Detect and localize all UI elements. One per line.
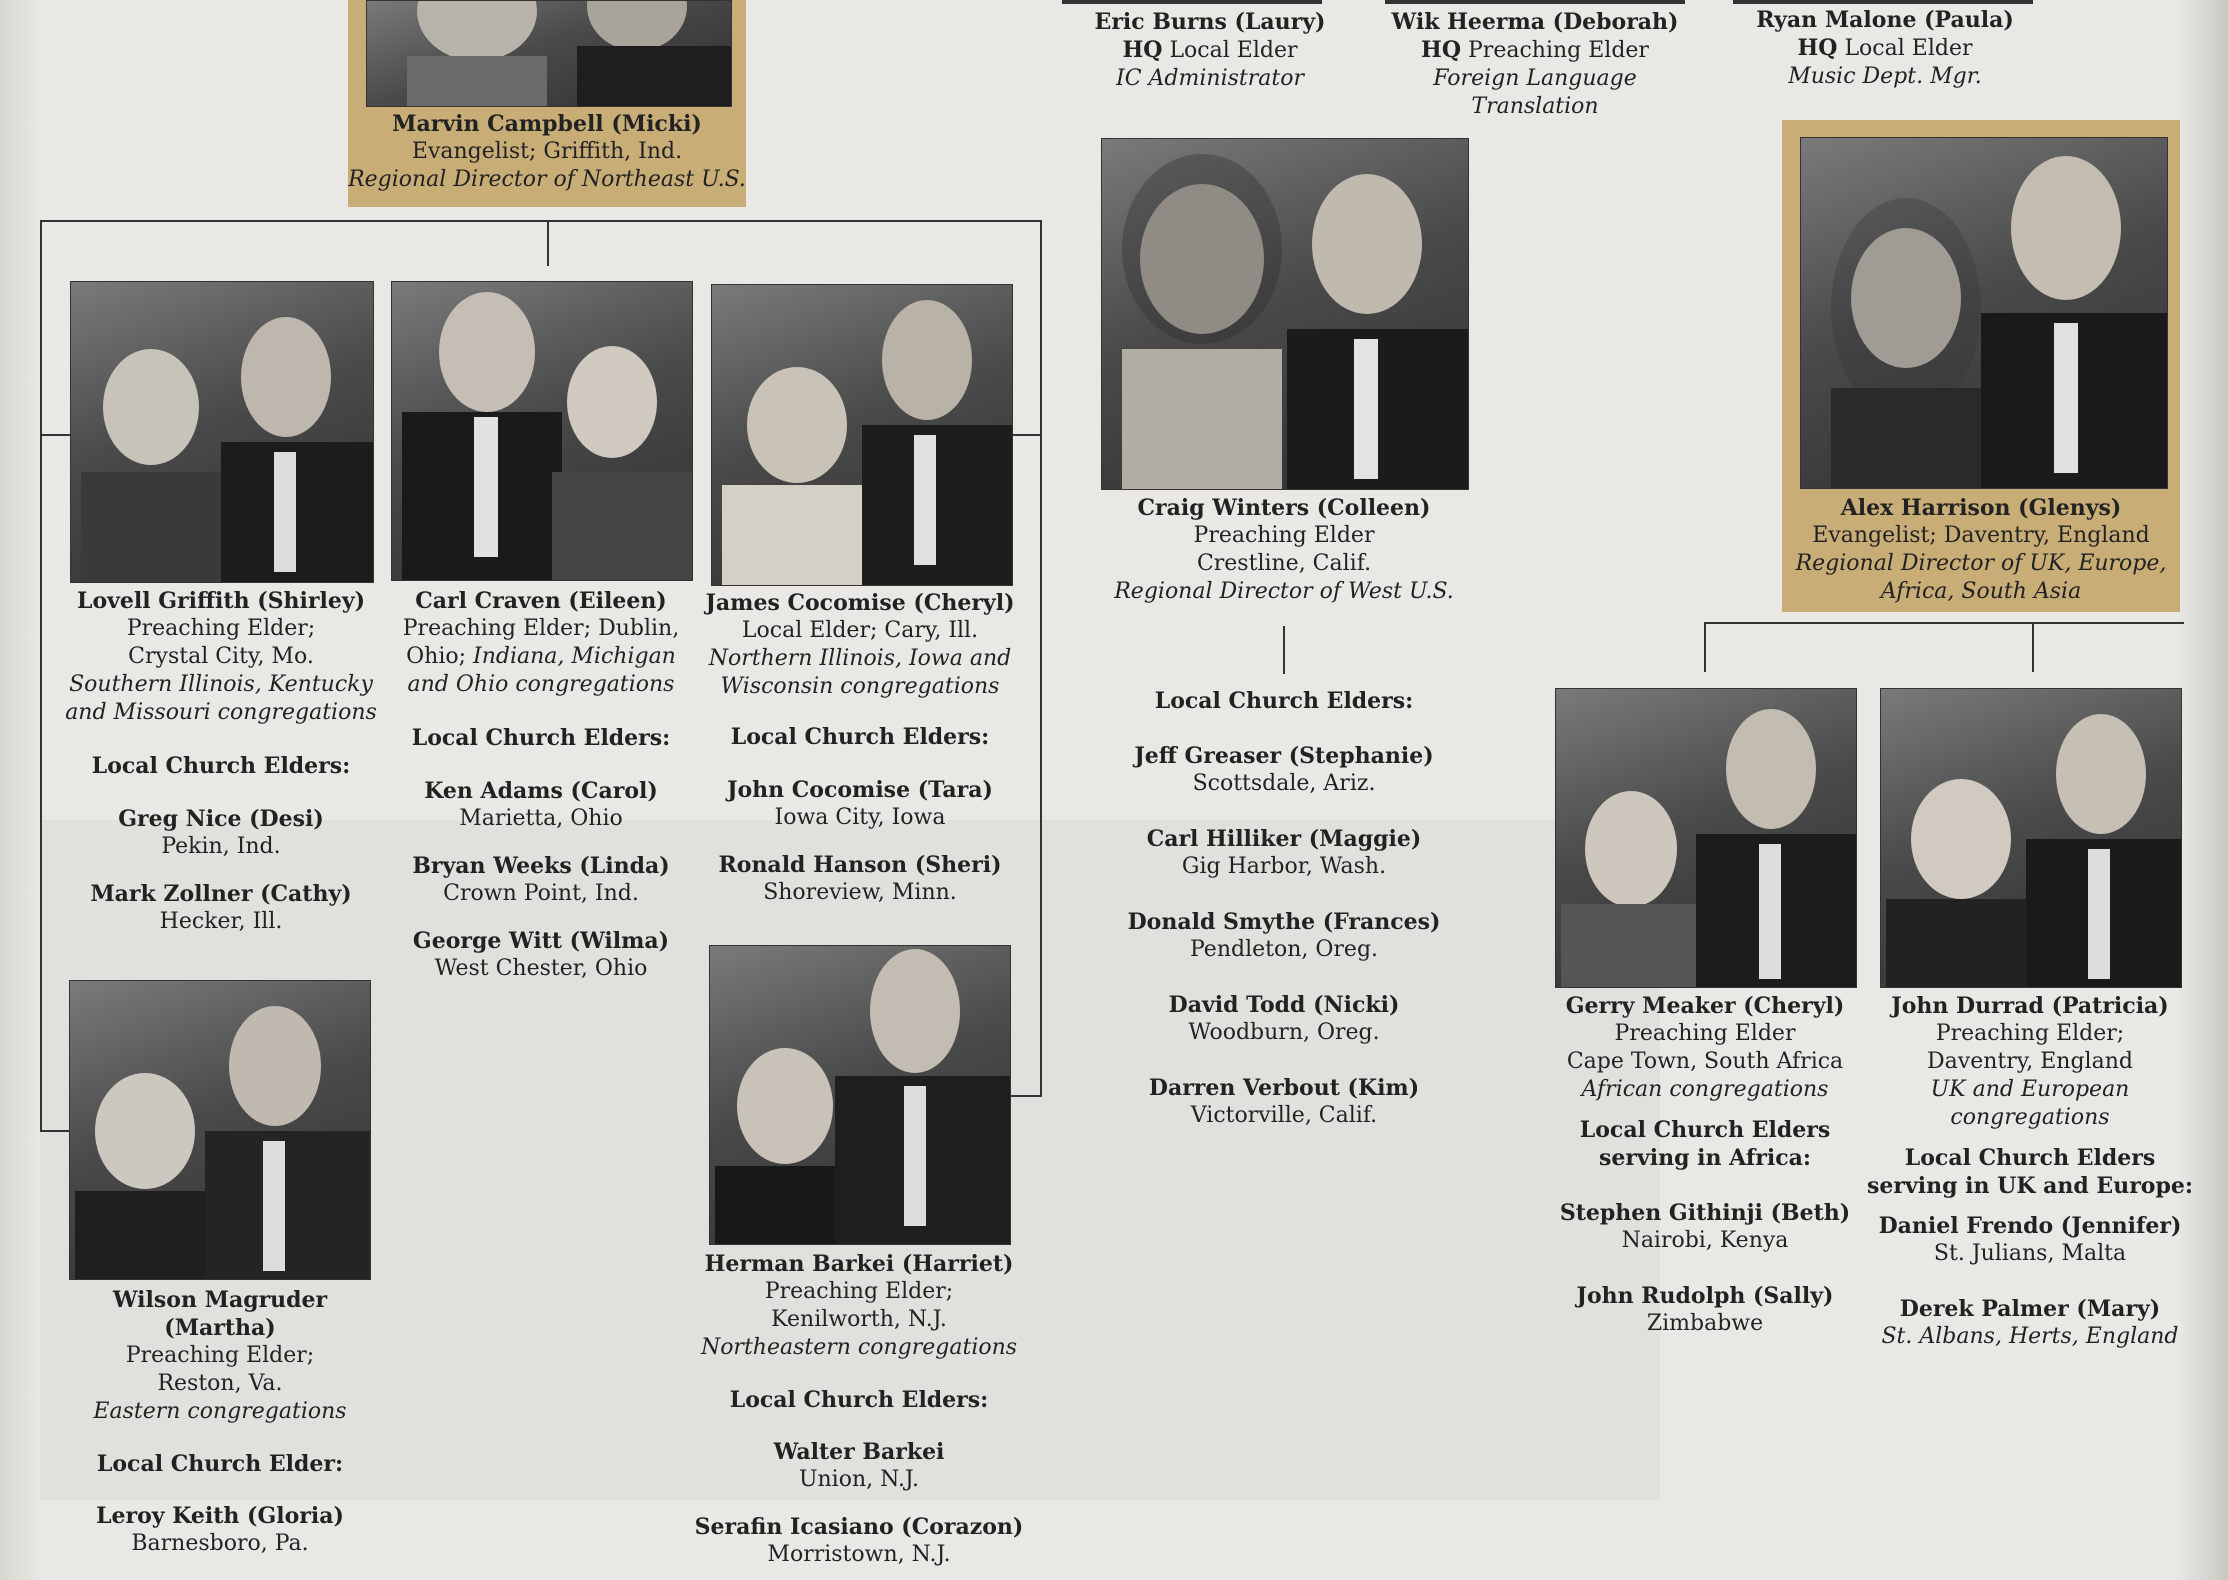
magruder-photo bbox=[69, 980, 371, 1280]
elder-entry bbox=[60, 805, 382, 861]
elder-place: Crown Point, Ind. bbox=[443, 881, 639, 906]
person-name: James Cocomise (Cheryl) bbox=[705, 590, 1015, 616]
winters-caption bbox=[1090, 494, 1478, 606]
person-location-region: Ohio; Indiana, Michigan bbox=[406, 644, 676, 669]
person-region: and Ohio congregations bbox=[407, 672, 675, 697]
elder-name: Jeff Greaser (Stephanie) bbox=[1134, 743, 1434, 769]
elder-entry bbox=[1090, 908, 1478, 964]
person-region: UK and European bbox=[1930, 1077, 2130, 1102]
elder-entry bbox=[1540, 1282, 1870, 1338]
person-region: Southern Illinois, Kentucky bbox=[69, 672, 373, 697]
top-photo-edge-malone bbox=[1733, 0, 2033, 4]
elder-place: Pekin, Ind. bbox=[161, 834, 281, 859]
elder-place: Woodburn, Oreg. bbox=[1188, 1020, 1380, 1045]
person-region: Regional Director of Northeast U.S. bbox=[348, 167, 746, 192]
cocomise-caption bbox=[695, 589, 1025, 907]
person-name: Eric Burns (Laury) bbox=[1094, 9, 1326, 35]
elder-name: Donald Smythe (Frances) bbox=[1127, 909, 1441, 935]
person-region: congregations bbox=[1950, 1105, 2110, 1130]
malone-caption bbox=[1740, 6, 2030, 91]
elders-header: Local Church Elders: bbox=[1154, 688, 1414, 714]
elder-place: Zimbabwe bbox=[1646, 1311, 1764, 1336]
elder-place: Marietta, Ohio bbox=[459, 806, 623, 831]
barkei-photo bbox=[709, 945, 1011, 1245]
craven-photo bbox=[391, 281, 693, 581]
connector-northeast-left bbox=[40, 220, 42, 1132]
person-region: African congregations bbox=[1581, 1077, 1829, 1102]
person-region: Music Dept. Mgr. bbox=[1788, 64, 1982, 89]
elders-header: Local Church Elders: bbox=[729, 1387, 989, 1413]
harrison-caption bbox=[1782, 494, 2180, 606]
harrison-photo bbox=[1800, 137, 2168, 489]
person-location: Crestline, Calif. bbox=[1196, 551, 1372, 576]
elder-name: Darren Verbout (Kim) bbox=[1148, 1075, 1420, 1101]
elder-name: Ken Adams (Carol) bbox=[424, 778, 658, 804]
winters-photo bbox=[1101, 138, 1469, 490]
craven-caption bbox=[376, 587, 706, 983]
elder-name: George Witt (Wilma) bbox=[412, 928, 670, 954]
campbell-caption bbox=[348, 110, 746, 194]
elder-entry bbox=[1090, 825, 1478, 881]
person-role: Preaching Elder; bbox=[764, 1279, 954, 1304]
person-region: Regional Director of UK, Europe, bbox=[1795, 551, 2167, 576]
elder-place: Pendleton, Oreg. bbox=[1189, 937, 1379, 962]
person-region: Foreign Language Translation bbox=[1433, 66, 1637, 119]
person-role: Preaching Elder bbox=[1614, 1021, 1796, 1046]
connector-harrison-horizontal bbox=[1704, 622, 2184, 624]
person-region: Northern Illinois, Iowa and bbox=[708, 646, 1012, 671]
elder-entry bbox=[1090, 991, 1478, 1047]
person-region: IC Administrator bbox=[1116, 66, 1304, 91]
elder-name: Derek Palmer (Mary) bbox=[1899, 1296, 2161, 1322]
griffith-caption bbox=[60, 587, 382, 936]
elder-place: Hecker, Ill. bbox=[159, 909, 283, 934]
connector-left-tick-1 bbox=[40, 434, 70, 436]
elder-entry bbox=[695, 776, 1025, 832]
connector-right-tick-1 bbox=[1012, 434, 1042, 436]
person-role: Preaching Elder; bbox=[125, 1343, 315, 1368]
elder-entry bbox=[60, 880, 382, 936]
magruder-caption bbox=[55, 1286, 385, 1558]
connector-harrison-left-drop bbox=[1704, 622, 1706, 672]
person-location: Crystal City, Mo. bbox=[128, 644, 314, 669]
elder-place: Gig Harbor, Wash. bbox=[1181, 854, 1387, 879]
person-region: Regional Director of West U.S. bbox=[1114, 579, 1454, 604]
person-role: HQ Preaching Elder bbox=[1421, 37, 1649, 63]
connector-northeast-right bbox=[1040, 220, 1042, 1096]
elder-entry bbox=[376, 777, 706, 833]
elders-header: Local Church Elders: bbox=[730, 724, 990, 750]
connector-northeast-top bbox=[40, 220, 1042, 222]
durrad-caption bbox=[1865, 992, 2195, 1351]
elder-name: Daniel Frendo (Jennifer) bbox=[1878, 1213, 2182, 1239]
person-role: Preaching Elder; Dublin, bbox=[402, 616, 680, 641]
person-role: Local Elder; Cary, Ill. bbox=[741, 618, 979, 643]
person-location: Kenilworth, N.J. bbox=[771, 1307, 947, 1332]
elder-name: Walter Barkei bbox=[773, 1439, 945, 1465]
person-name: Lovell Griffith (Shirley) bbox=[76, 588, 366, 614]
elder-place: Union, N.J. bbox=[798, 1467, 920, 1492]
elder-name: Bryan Weeks (Linda) bbox=[412, 853, 670, 879]
elder-name: Serafin Icasiano (Corazon) bbox=[694, 1514, 1024, 1540]
elder-place: Barnesboro, Pa. bbox=[131, 1531, 309, 1556]
durrad-photo bbox=[1880, 688, 2182, 988]
winters-elders bbox=[1090, 687, 1478, 1130]
person-role: HQ Local Elder bbox=[1797, 35, 1973, 61]
elder-entry bbox=[376, 927, 706, 983]
griffith-photo bbox=[70, 281, 374, 583]
person-region: Wisconsin congregations bbox=[720, 674, 1000, 699]
elder-place: West Chester, Ohio bbox=[434, 956, 648, 981]
cocomise-photo bbox=[711, 284, 1013, 586]
elders-header: serving in UK and Europe: bbox=[1867, 1173, 2193, 1199]
person-region: Eastern congregations bbox=[93, 1399, 347, 1424]
elder-name: Leroy Keith (Gloria) bbox=[96, 1503, 344, 1529]
elder-entry bbox=[1865, 1295, 2195, 1351]
elder-entry bbox=[1865, 1212, 2195, 1268]
elder-entry bbox=[694, 1513, 1024, 1569]
elder-place: Morristown, N.J. bbox=[767, 1542, 951, 1567]
person-role: Preaching Elder; bbox=[126, 616, 316, 641]
elder-entry bbox=[694, 1438, 1024, 1494]
campbell-photo bbox=[366, 0, 732, 107]
elder-entry bbox=[376, 852, 706, 908]
top-photo-edge-burns bbox=[1062, 0, 1322, 4]
connector-winters-down bbox=[1283, 626, 1285, 674]
elders-header: Local Church Elders: bbox=[91, 753, 351, 779]
elders-header: serving in Africa: bbox=[1598, 1145, 1812, 1171]
burns-caption bbox=[1080, 8, 1340, 93]
top-photo-edge-heerma bbox=[1385, 0, 1685, 4]
barkei-caption bbox=[694, 1250, 1024, 1569]
elder-place: Nairobi, Kenya bbox=[1621, 1228, 1789, 1253]
person-name: John Durrad (Patricia) bbox=[1891, 993, 2169, 1019]
elder-name: Carl Hilliker (Maggie) bbox=[1146, 826, 1422, 852]
elder-name: Mark Zollner (Cathy) bbox=[90, 881, 352, 907]
elder-name: Stephen Githinji (Beth) bbox=[1559, 1200, 1851, 1226]
meaker-caption bbox=[1540, 992, 1870, 1338]
person-location: Cape Town, South Africa bbox=[1566, 1049, 1844, 1074]
elder-entry bbox=[1090, 1074, 1478, 1130]
elder-place: Victorville, Calif. bbox=[1190, 1103, 1378, 1128]
elders-header: Local Church Elders bbox=[1904, 1145, 2156, 1171]
elder-name: John Rudolph (Sally) bbox=[1576, 1283, 1834, 1309]
person-name: Herman Barkei (Harriet) bbox=[704, 1251, 1014, 1277]
elder-entry bbox=[695, 851, 1025, 907]
person-name: Alex Harrison (Glenys) bbox=[1840, 495, 2122, 521]
person-region: Northeastern congregations bbox=[700, 1335, 1018, 1360]
elder-place: Iowa City, Iowa bbox=[774, 805, 946, 830]
person-region: and Missouri congregations bbox=[65, 700, 377, 725]
elder-place: Scottsdale, Ariz. bbox=[1192, 771, 1376, 796]
person-name: Craig Winters (Colleen) bbox=[1137, 495, 1431, 521]
elder-name: Ronald Hanson (Sheri) bbox=[718, 852, 1002, 878]
person-role: Preaching Elder; bbox=[1935, 1021, 2125, 1046]
connector-harrison-right-drop bbox=[2032, 622, 2034, 672]
elder-entry bbox=[55, 1502, 385, 1558]
person-name: Gerry Meaker (Cheryl) bbox=[1565, 993, 1845, 1019]
person-location: Daventry, England bbox=[1927, 1049, 2133, 1074]
person-role: Evangelist; Griffith, Ind. bbox=[411, 139, 683, 164]
elder-place: St. Julians, Malta bbox=[1933, 1241, 2127, 1266]
person-name: Wilson Magruder (Martha) bbox=[112, 1287, 328, 1341]
connector-right-tick-2 bbox=[1010, 1095, 1042, 1097]
connector-left-tick-2 bbox=[40, 1130, 70, 1132]
elder-name: Greg Nice (Desi) bbox=[118, 806, 324, 832]
person-name: Wik Heerma (Deborah) bbox=[1391, 9, 1679, 35]
person-name: Carl Craven (Eileen) bbox=[415, 588, 667, 614]
elder-name: David Todd (Nicki) bbox=[1168, 992, 1400, 1018]
person-role: HQ Local Elder bbox=[1122, 37, 1298, 63]
meaker-photo bbox=[1555, 688, 1857, 988]
person-location: Reston, Va. bbox=[157, 1371, 283, 1396]
elder-entry bbox=[1540, 1199, 1870, 1255]
elder-place: St. Albans, Herts, England bbox=[1881, 1324, 2179, 1349]
person-name: Ryan Malone (Paula) bbox=[1756, 7, 2014, 33]
elders-header: Local Church Elder: bbox=[96, 1451, 344, 1477]
person-region: Africa, South Asia bbox=[1880, 579, 2082, 604]
elder-name: John Cocomise (Tara) bbox=[727, 777, 993, 803]
page-left-shade bbox=[0, 0, 40, 1580]
elder-place: Shoreview, Minn. bbox=[763, 880, 957, 905]
person-role: Evangelist; Daventry, England bbox=[1812, 523, 2150, 548]
elders-header: Local Church Elders: bbox=[411, 725, 671, 751]
elder-entry bbox=[1090, 742, 1478, 798]
elders-header: Local Church Elders bbox=[1579, 1117, 1831, 1143]
person-name: Marvin Campbell (Micki) bbox=[392, 111, 702, 137]
connector-campbell-down bbox=[547, 220, 549, 266]
heerma-caption bbox=[1380, 8, 1690, 121]
person-role: Preaching Elder bbox=[1193, 523, 1375, 548]
